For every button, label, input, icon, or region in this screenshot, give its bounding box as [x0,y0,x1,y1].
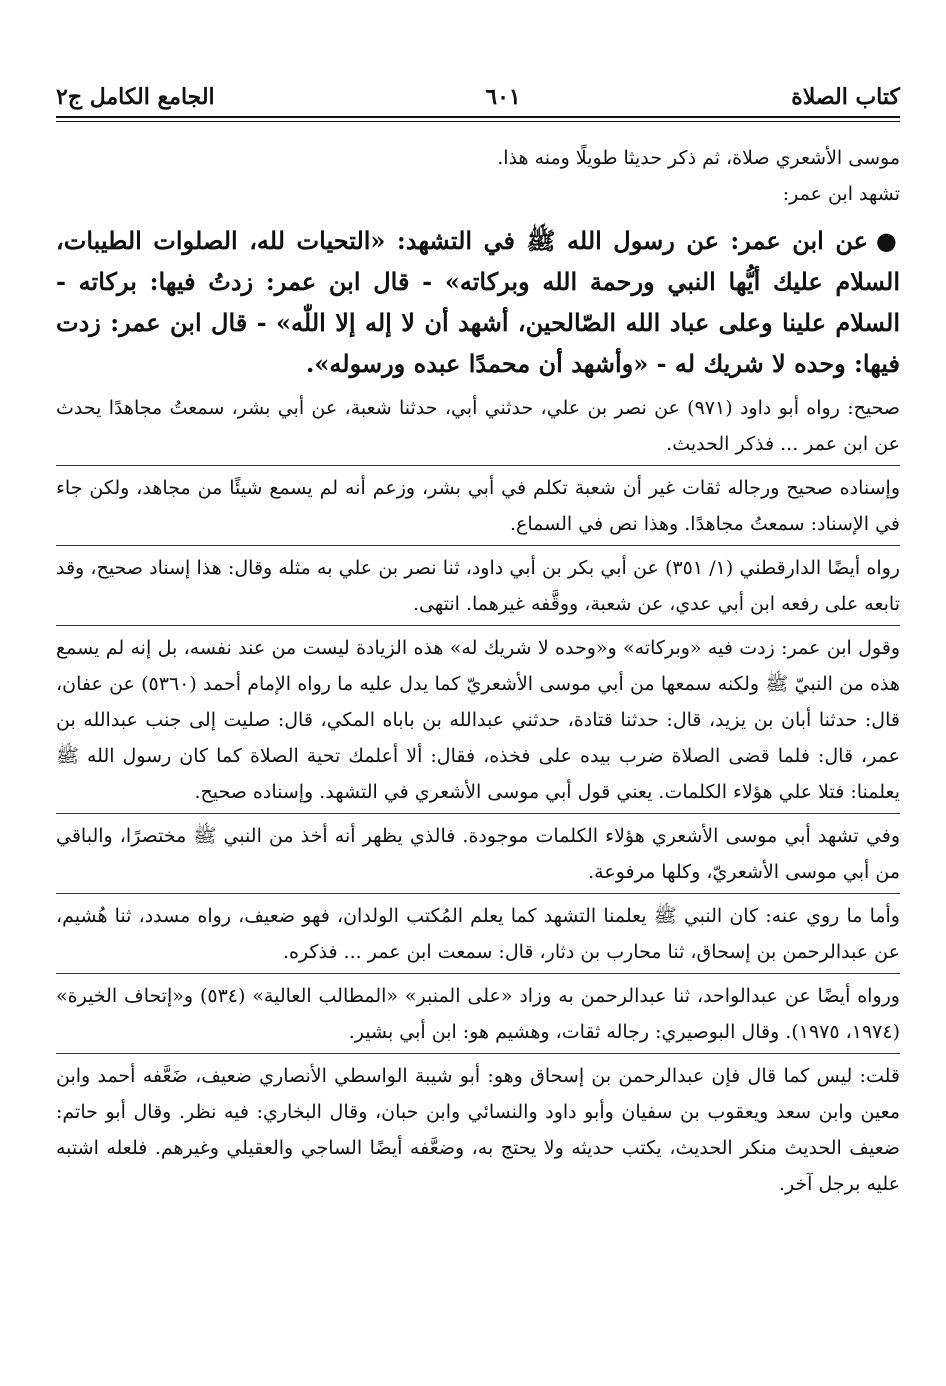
separator [56,973,900,974]
paragraph-1: موسى الأشعري صلاة، ثم ذكر حديثا طويلًا ومنه هذا. [497,147,900,169]
paragraph-4: رواه أيضًا الدارقطني (١/ ٣٥١) عن أبي بكر بن أبي داود، ثنا نصر بن علي به مثله وقال: هذا إسناد صحيح، وقد تابعه على رفعه ابن أبي عدي، عن شعبة، ووقَّفه غيرهما. انتهى. [56,557,900,615]
subheading: تشهد ابن عمر: [782,183,900,205]
header-rule-thin [56,121,900,122]
separator [56,893,900,894]
book-title: كتاب الصلاة [791,84,900,110]
bullet-icon: ● [875,226,900,255]
separator [56,1053,900,1054]
collection-title: الجامع الكامل ج٢ [56,84,215,110]
page-number: ٦٠١ [485,84,521,110]
separator [56,625,900,626]
header-rule-thick [56,116,900,118]
separator [56,813,900,814]
paragraph-5: وقول ابن عمر: زدت فيه «وبركاته» و«وحده لا شريك له» هذه الزيادة ليست من عند نفسه، بل إنه لم يسمع هذه من النبيّ ﷺ ولكنه سمعها من أبي موسى الأشعريّ كما يدل عليه ما رواه الإمام أحمد (٥٣٦٠) عن عفان، قال: حدثنا أبان بن يزيد، قال: حدثنا قتادة، حدثني عبدالله بن باباه المكي، قال: صليت إلى جنب عبدالله بن عمر، قال: فلما قضى الصلاة ضرب بيده على فخذه، فقال: ألا أعلمك تحية الصلاة كما كان رسول الله ﷺ يعلمنا: فتلا علي هؤلاء الكلمات. يعني قول أبي موسى الأشعري في التشهد. وإسناده صحيح. [56,637,900,803]
paragraph-2: صحيح: رواه أبو داود (٩٧١) عن نصر بن علي، حدثني أبي، حدثنا شعبة، عن أبي بشر، سمعتُ مجاهدًا يحدث عن ابن عمر ... فذكر الحديث. [56,397,900,455]
separator [56,465,900,466]
paragraph-7: وأما ما روي عنه: كان النبي ﷺ يعلمنا التشهد كما يعلم المُكتب الولدان، فهو ضعيف، رواه مسدد، ثنا هُشيم، عن عبدالرحمن بن إسحاق، ثنا محارب بن دثار، قال: سمعت ابن عمر ... فذكره. [56,905,900,963]
page-body [56,140,900,1202]
separator [56,545,900,546]
hadith-body: عن ابن عمر: عن رسول الله ﷺ في التشهد: «التحيات لله، الصلوات الطيبات، السلام عليك أيُّها النبي ورحمة الله وبركاته» - قال ابن عمر: زدتُ فيها: بركاته - السلام علينا وعلى عباد الله الصّالحين، أشهد أن لا إله إلا اللّٰه» - قال ابن عمر: زدت فيها: وحده لا شريك له - «وأشهد أن محمدًا عبده ورسوله». [56,226,900,378]
running-header [56,70,900,110]
paragraph-6: وفي تشهد أبي موسى الأشعري هؤلاء الكلمات موجودة. فالذي يظهر أنه أخذ من النبي ﷺ مختصرًا، والباقي من أبي موسى الأشعريّ، وكلها مرفوعة. [56,825,900,883]
paragraph-9: قلت: ليس كما قال فإن عبدالرحمن بن إسحاق وهو: أبو شيبة الواسطي الأنصاري ضعيف، ضَعَّفه أحمد وابن معين وابن سعد ويعقوب بن سفيان وأبو داود والنسائي وابن حبان، وقال البخاري: فيه نظر. وقال أبو حاتم: ضعيف الحديث منكر الحديث، يكتب حديثه ولا يحتج به، وضعَّفه أيضًا الساجي والعقيلي وغيرهم. فلعله اشتبه عليه برجل آخر. [56,1065,900,1195]
paragraph-3: وإسناده صحيح ورجاله ثقات غير أن شعبة تكلم في أبي بشر، وزعم أنه لم يسمع شيئًا من مجاهد، ولكن جاء في الإسناد: سمعتُ مجاهدًا. وهذا نص في السماع. [56,477,900,535]
hadith-text [56,220,900,384]
paragraph-8: ورواه أيضًا عن عبدالواحد، ثنا عبدالرحمن به وزاد «على المنبر» «المطالب العالية» (٥٣٤) و«إتحاف الخيرة» (١٩٧٤، ١٩٧٥). وقال البوصيري: رجاله ثقات، وهشيم هو: ابن أبي بشير. [56,985,900,1043]
